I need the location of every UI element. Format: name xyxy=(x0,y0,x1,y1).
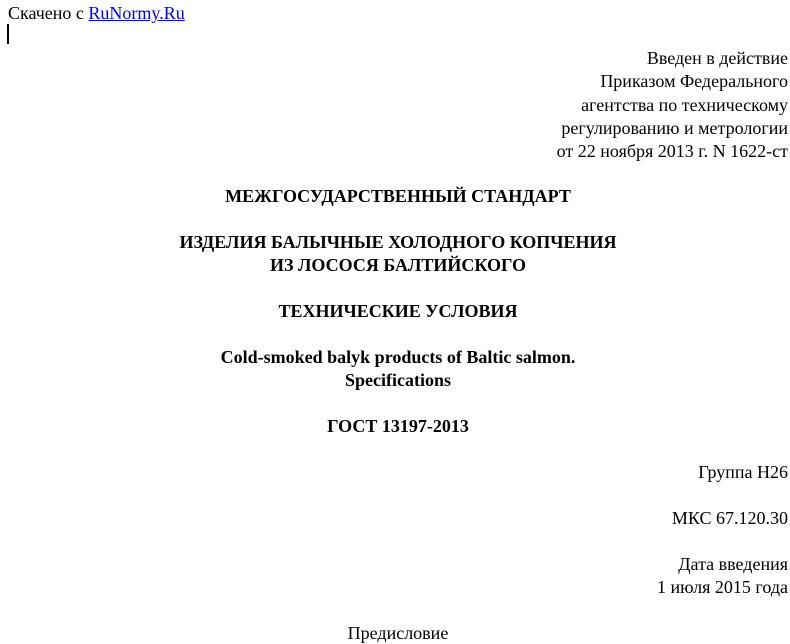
title-line-1: ИЗДЕЛИЯ БАЛЫЧНЫЕ ХОЛОДНОГО КОПЧЕНИЯ xyxy=(179,232,617,252)
download-source-line xyxy=(8,2,185,24)
standard-type-heading: МЕЖГОСУДАРСТВЕННЫЙ СТАНДАРТ xyxy=(225,186,571,206)
title-line-2: ИЗ ЛОСОСЯ БАЛТИЙСКОГО xyxy=(269,255,527,275)
classification-group: Группа Н26 xyxy=(698,462,788,482)
enactment-line-3: агентства по техническому xyxy=(581,95,788,115)
enactment-line-1: Введен в действие xyxy=(646,48,788,68)
classification-mks: МКС 67.120.30 xyxy=(671,508,788,528)
enactment-line-2: Приказом Федерального xyxy=(600,71,788,91)
enactment-line-5: от 22 ноября 2013 г. N 1622-ст xyxy=(556,141,788,161)
preface-heading: Предисловие xyxy=(347,623,449,643)
enactment-line-4: регулированию и метрологии xyxy=(561,118,788,138)
source-link[interactable]: RuNormy.Ru xyxy=(88,3,185,23)
intro-date-label: Дата введения xyxy=(678,554,788,574)
text-caret xyxy=(7,24,9,44)
english-title-line-2: Specifications xyxy=(345,370,451,390)
subtitle-heading: ТЕХНИЧЕСКИЕ УСЛОВИЯ xyxy=(278,301,518,321)
downloaded-prefix: Скачено с xyxy=(8,3,84,23)
english-title-line-1: Cold-smoked balyk products of Baltic salmon. xyxy=(220,347,576,367)
intro-date-value: 1 июля 2015 года xyxy=(657,577,788,597)
gost-number: ГОСТ 13197-2013 xyxy=(327,416,469,436)
